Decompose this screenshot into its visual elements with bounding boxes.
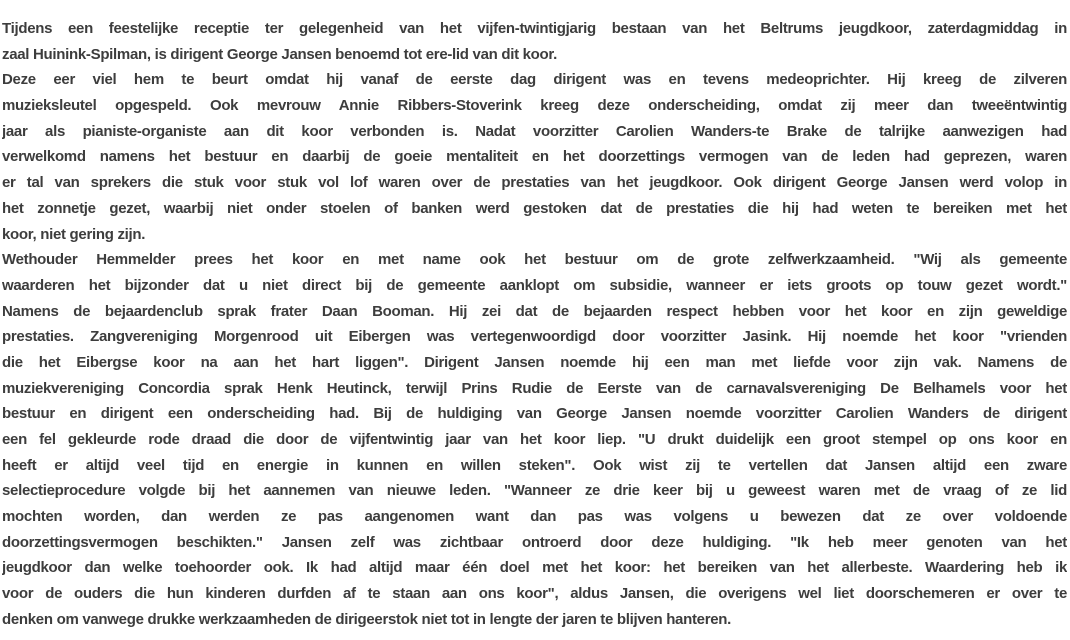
text-line: zaal Huinink-Spilman, is dirigent George Jansen benoemd tot ere-lid van dit koor. (2, 45, 557, 63)
text-line: Wethouder Hemmelder prees het koor en met name ook het bestuur om de grote zelfwerkzaamheid. "Wij als gemeente (2, 251, 1067, 269)
text-line: heeft er altijd veel tijd en energie in kunnen en willen steken". Ook wist zij te vertellen dat Jansen altijd een zware (2, 456, 1067, 474)
text-line: muziekvereniging Concordia sprak Henk Heutinck, terwijl Prins Rudie de Eerste van de carnavalsvereniging De Belhamels voor het (2, 379, 1067, 397)
text-line: koor, niet gering zijn. (2, 225, 146, 243)
text-line: bestuur en dirigent een onderscheiding had. Bij de huldiging van George Jansen noemde voorzitter Carolien Wanders de dirigent (2, 405, 1067, 423)
text-line: waarderen het bijzonder dat u niet direct bij de gemeente aanklopt om subsidie, wanneer er iets groots op touw gezet wordt." (2, 276, 1067, 294)
text-line: het zonnetje gezet, waarbij niet onder stoelen of banken werd gestoken dat de prestaties die hij had weten te bereiken met het (2, 199, 1067, 217)
text-line: selectieprocedure volgde bij het aannemen van nieuwe leden. "Wanneer ze drie keer bij u geweest waren met de vraag of ze lid (2, 482, 1067, 500)
text-line: denken om vanwege drukke werkzaamheden de dirigeerstok niet tot in lengte der jaren te blijven hanteren. (2, 610, 732, 628)
text-line: verwelkomd namens het bestuur en daarbij de goeie mentaliteit en het doorzettings vermogen van de leden had geprezen, waren (2, 148, 1067, 166)
text-line: prestaties. Zangvereniging Morgenrood uit Eibergen was vertegenwoordigd door voorzitter Jasink. Hij noemde het koor "vrienden (2, 328, 1067, 346)
text-line: doorzettingsvermogen beschikten." Jansen zelf was zichtbaar ontroerd door deze huldiging. "Ik heb meer genoten van het (2, 533, 1067, 551)
text-line: Namens de bejaardenclub sprak frater Daan Booman. Hij zei dat de bejaarden respect hebben voor het koor en zijn geweldige (2, 302, 1067, 320)
text-line: mochten worden, dan werden ze pas aangenomen want dan pas was volgens u bewezen dat ze over voldoende (2, 508, 1067, 526)
text-line: Tijdens een feestelijke receptie ter gelegenheid van het vijfen-twintigjarig bestaan van het Beltrums jeugdkoor, zaterdagmiddag in (2, 20, 1067, 37)
text-line: jaar als pianiste-organiste aan dit koor verbonden is. Nadat voorzitter Carolien Wanders-te Brake de talrijke aanwezigen had (2, 122, 1067, 140)
text-line: er tal van sprekers die stuk voor stuk vol lof waren over de prestaties van het jeugdkoor. Ook dirigent George Jansen werd volop in (2, 174, 1067, 192)
text-line: een fel gekleurde rode draad die door de vijfentwintig jaar van het koor liep. "U drukt duidelijk een groot stempel op ons koor en (2, 431, 1067, 448)
text-line: muzieksleutel opgespeld. Ook mevrouw Annie Ribbers-Stoverink kreeg deze onderscheiding, omdat zij meer dan tweeëntwintig (2, 97, 1067, 115)
text-line: voor de ouders die hun kinderen durfden af te staan aan ons koor", aldus Jansen, die overigens wel liet doorschemeren er over te (2, 585, 1067, 603)
text-line: Deze eer viel hem te beurt omdat hij vanaf de eerste dag dirigent was en tevens medeoprichter. Hij kreeg de zilveren (2, 71, 1067, 89)
text-line: jeugdkoor dan welke toehoorder ook. Ik had altijd maar één doel met het koor: het bereiken van het allerbeste. Waardering heb ik (2, 559, 1067, 577)
text-line: die het Eibergse koor na aan het hart liggen". Dirigent Jansen noemde hij een man met liefde voor zijn vak. Namens de (2, 353, 1067, 371)
